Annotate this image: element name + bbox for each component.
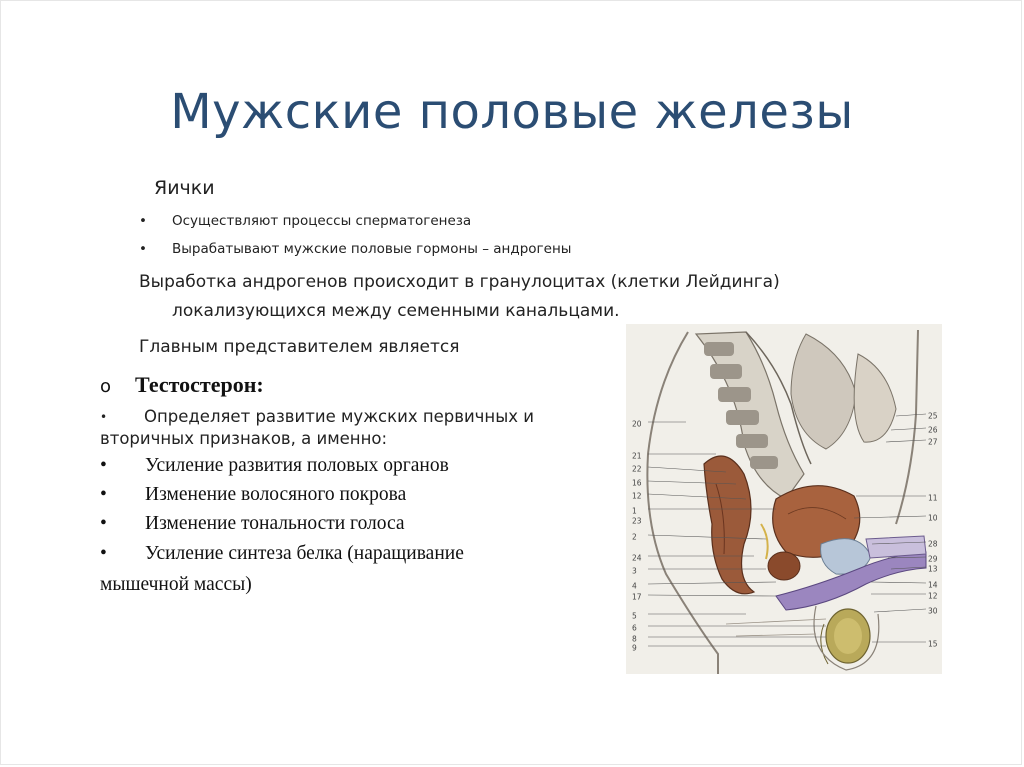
figure-label: 5 [632, 611, 637, 621]
hormone-heading [100, 372, 264, 398]
figure-label: 23 [632, 516, 642, 526]
figure-label: 29 [928, 554, 938, 564]
subheading: Яички [154, 177, 215, 199]
bullet-item [139, 241, 572, 257]
hollow-bullet-icon: o [100, 376, 112, 397]
definition-line: вторичных признаков, а именно: [100, 429, 388, 448]
figure-label: 10 [928, 513, 938, 523]
figure-label: 25 [928, 411, 938, 421]
figure-label: 6 [632, 623, 637, 633]
figure-label: 3 [632, 566, 637, 576]
pelvic-anatomy-illustration [626, 324, 942, 674]
effect-item: • Изменение волосяного покрова [100, 484, 407, 505]
hormone-title: Тестостерон: [135, 372, 264, 397]
definition [100, 406, 600, 449]
effect-continuation: мышечной массы) [100, 574, 252, 595]
figure-label: 9 [632, 643, 637, 653]
figure-label: 14 [928, 580, 938, 590]
figure-label: 22 [632, 464, 642, 474]
figure-label: 21 [632, 451, 642, 461]
figure-label: 15 [928, 639, 938, 649]
figure-label: 1 [632, 506, 637, 516]
effect-item: • Усиление синтеза белка (наращивание [100, 543, 464, 564]
figure-label: 17 [632, 592, 642, 602]
figure-label: 24 [632, 553, 642, 563]
bullet-text: Осуществляют процессы сперматогенеза [172, 213, 472, 229]
figure-label: 11 [928, 493, 938, 503]
paragraph-line: Выработка андрогенов происходит в гранулоцитах (клетки Лейдинга) [139, 272, 780, 292]
paragraph-line: локализующихся между семенными канальцами. [172, 301, 620, 321]
figure-label: 16 [632, 478, 642, 488]
figure-label: 28 [928, 539, 938, 549]
bullet-marker: • [100, 410, 108, 424]
effect-item: • Изменение тональности голоса [100, 513, 405, 534]
figure-label: 13 [928, 564, 938, 574]
figure-label: 12 [632, 491, 642, 501]
bullet-item [139, 213, 472, 229]
bullet-marker: • [139, 213, 147, 229]
figure-label: 27 [928, 437, 938, 447]
bullet-marker: • [100, 543, 107, 564]
figure-label: 26 [928, 425, 938, 435]
figure-label: 12 [928, 591, 938, 601]
definition-line: • Определяет развитие мужских первичных и [100, 407, 534, 426]
figure-label: 30 [928, 606, 938, 616]
anatomy-figure [626, 324, 942, 674]
figure-label: 4 [632, 581, 637, 591]
bullet-marker: • [139, 241, 147, 257]
figure-label: 2 [632, 532, 637, 542]
bullet-text: Вырабатывают мужские половые гормоны – андрогены [172, 241, 572, 257]
slide-title: Мужские половые железы [170, 84, 854, 140]
bullet-marker: • [100, 513, 107, 534]
figure-label: 8 [632, 634, 637, 644]
bullet-marker: • [100, 484, 107, 505]
paragraph-line: Главным представителем является [139, 337, 460, 357]
bullet-marker: • [100, 455, 107, 476]
effect-item: • Усиление развития половых органов [100, 455, 449, 476]
figure-label: 20 [632, 419, 642, 429]
